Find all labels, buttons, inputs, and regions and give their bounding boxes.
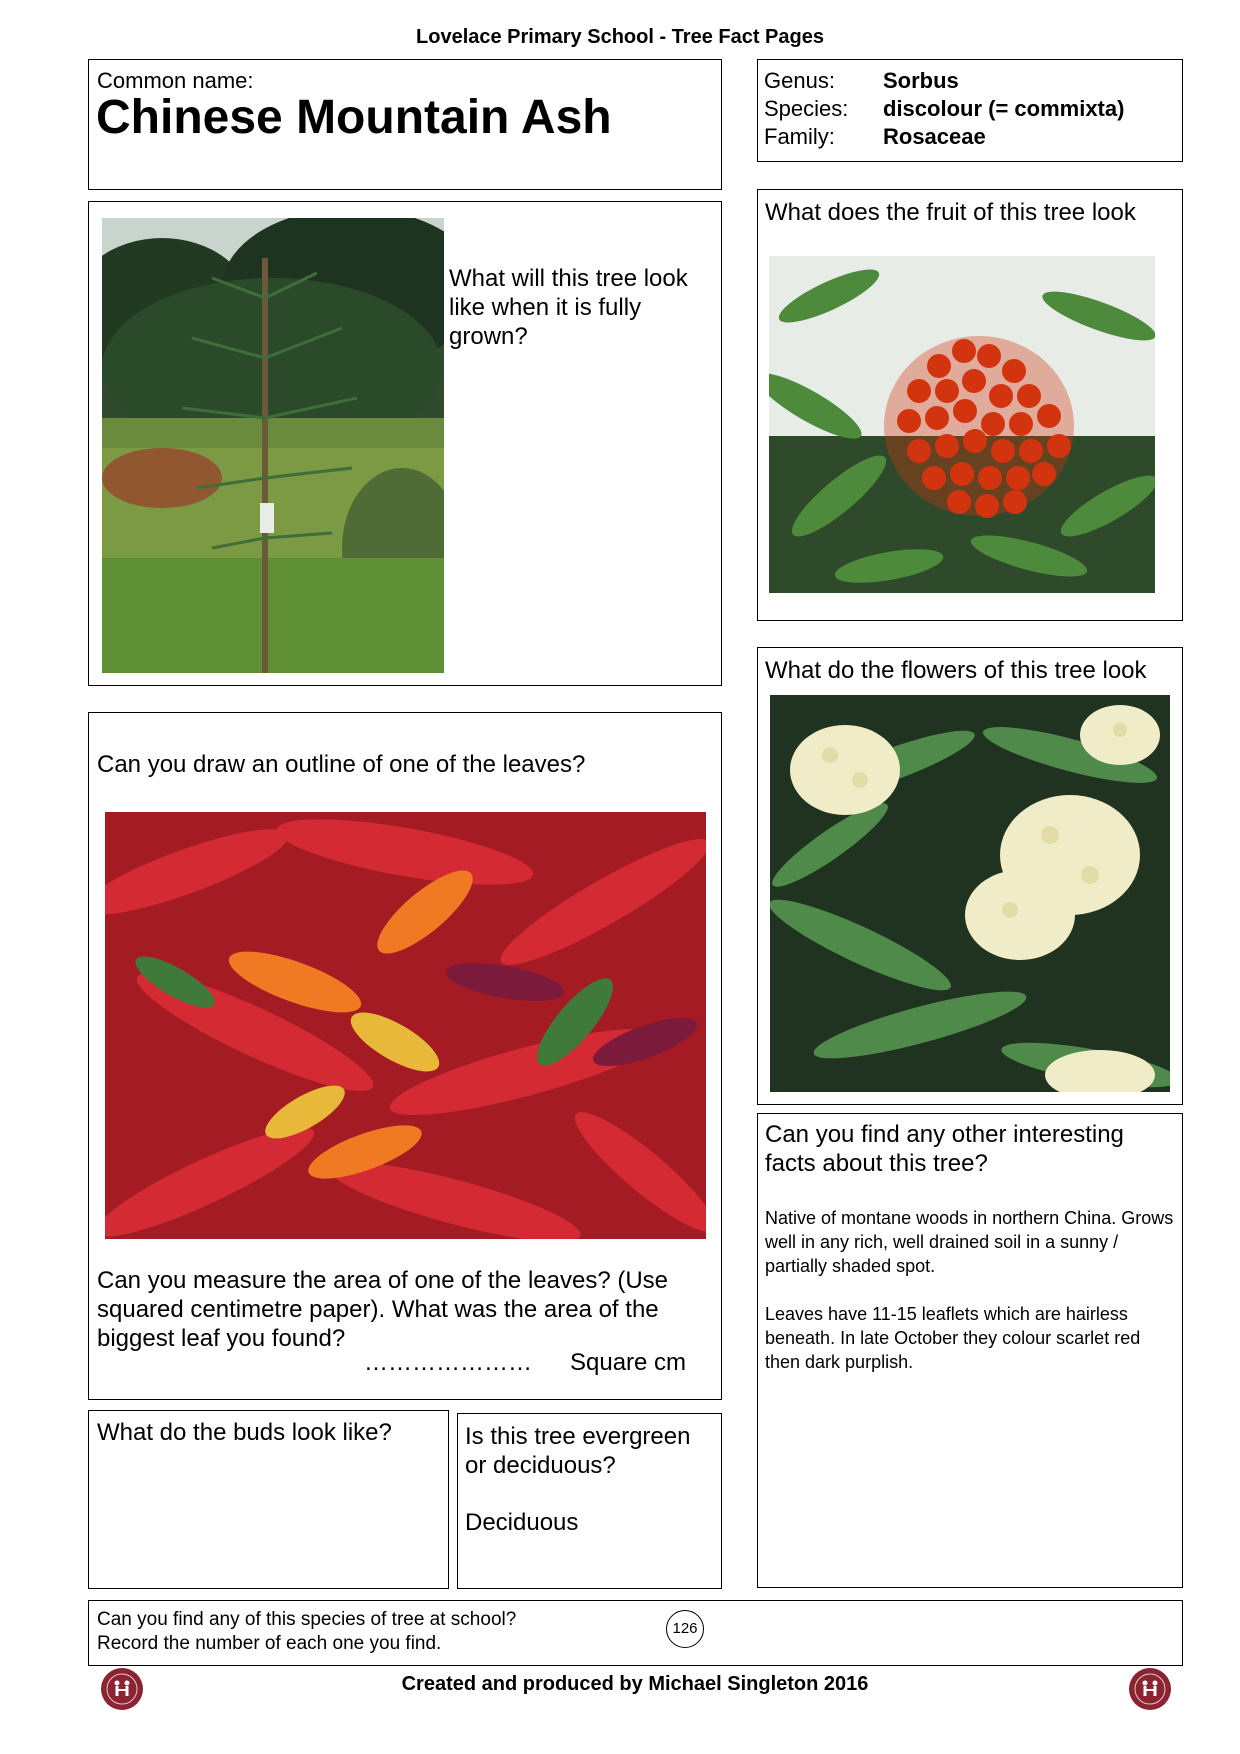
facts-box [757, 1113, 1183, 1588]
evergreen-box [457, 1413, 722, 1589]
species-value: discolour (= commixta) [883, 96, 1125, 121]
facts-paragraph-1: Native of montane woods in northern China. Grows well in any rich, well drained soil in a sunny / partially shaded spot. [765, 1208, 1174, 1276]
flowers-box [757, 647, 1183, 1105]
genus-value: Sorbus [883, 68, 959, 93]
family-value: Rosaceae [883, 124, 986, 149]
area-unit: Square cm [570, 1349, 687, 1376]
facts-question: Can you find any other interesting facts about this tree? [765, 1121, 1124, 1177]
tree-question: What will this tree look like when it is fully grown? [449, 265, 688, 350]
tree-photo [102, 218, 444, 673]
taxonomy-box [757, 59, 1183, 162]
family-label: Family: [764, 124, 835, 149]
fruit-photo [769, 256, 1155, 593]
buds-question: What do the buds look like? [97, 1419, 392, 1446]
footer-credit: Created and produced by Michael Singleton 2016 [401, 1673, 869, 1695]
buds-box [88, 1410, 449, 1589]
genus-label: Genus: [764, 68, 835, 93]
evergreen-question: Is this tree evergreen or deciduous? [465, 1423, 691, 1479]
page-header: Lovelace Primary School - Tree Fact Pages [416, 26, 824, 48]
leaf-area-question: Can you measure the area of one of the leaves? (Use squared centimetre paper). What was the area of the biggest leaf you found? [97, 1267, 669, 1352]
flowers-question: What do the flowers of this tree look [765, 657, 1147, 684]
page-number: 126 [672, 1620, 698, 1637]
flowers-photo [770, 695, 1170, 1092]
fruit-box [757, 189, 1183, 621]
leaves-photo [105, 812, 706, 1239]
common-name-label: Common name: [97, 68, 254, 93]
fruit-question: What does the fruit of this tree look [765, 199, 1136, 226]
find-box [88, 1600, 1183, 1666]
page-number-badge [666, 1610, 704, 1648]
find-line-2: Record the number of each one you find. [97, 1633, 442, 1654]
leaves-box [88, 712, 722, 1400]
facts-paragraph-2: Leaves have 11-15 leaflets which are hairless beneath. In late October they colour scarlet red then dark purplish. [765, 1304, 1141, 1372]
evergreen-answer: Deciduous [465, 1509, 579, 1536]
common-name-box [88, 59, 722, 190]
area-dots: ………………… [364, 1349, 532, 1376]
school-logo-right [1128, 1667, 1172, 1711]
find-line-1: Can you find any of this species of tree at school? [97, 1609, 517, 1630]
species-label: Species: [764, 96, 849, 121]
tree-box [88, 201, 722, 686]
leaf-outline-question: Can you draw an outline of one of the leaves? [97, 751, 586, 778]
common-name: Chinese Mountain Ash [96, 91, 612, 144]
